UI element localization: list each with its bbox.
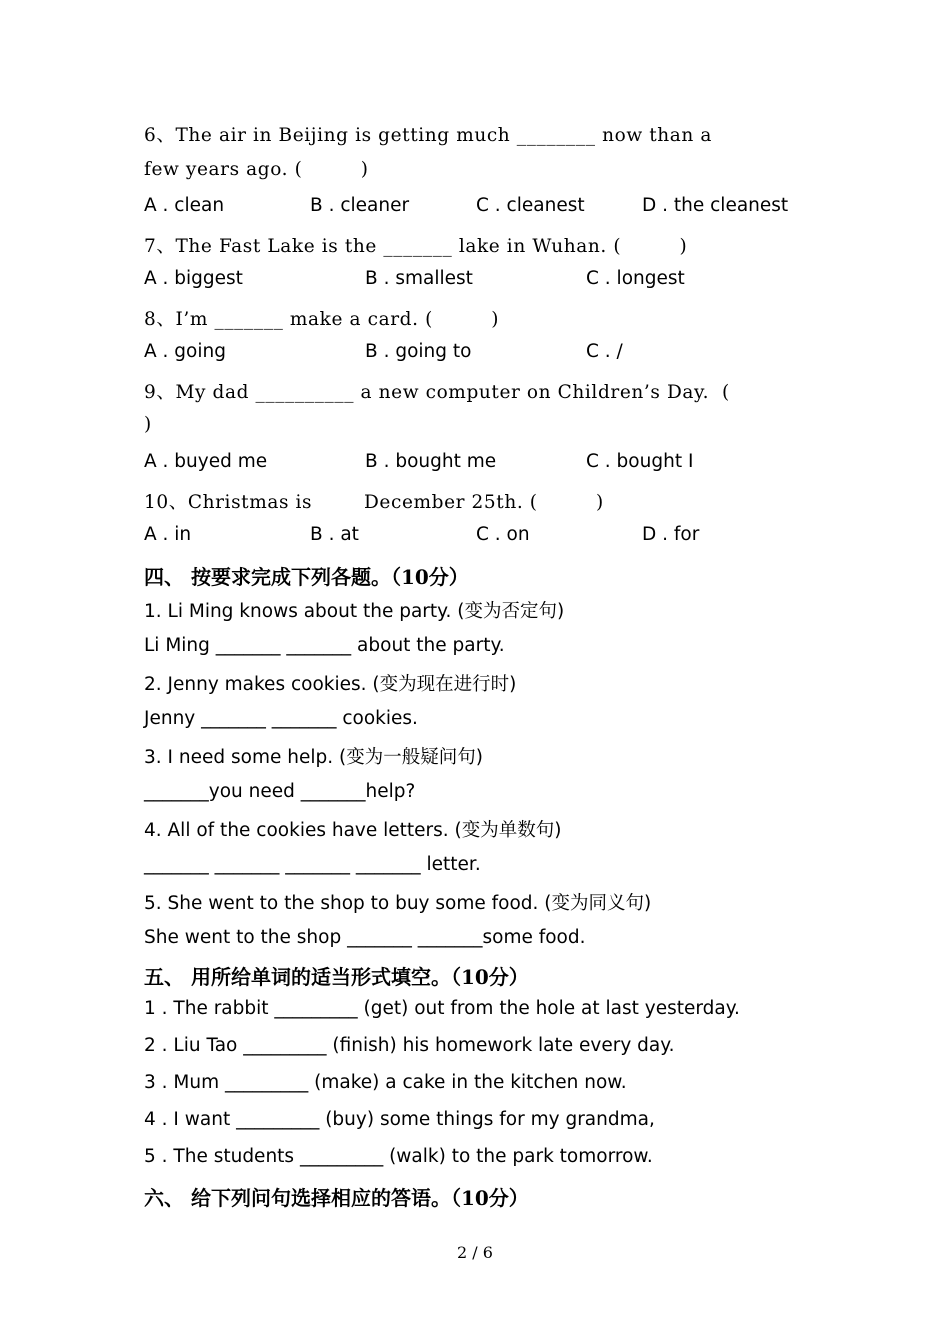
section-4-item-5-prompt: 5. She went to the shop to buy some food. (变为同义句) [144, 893, 652, 914]
section-5-item-4: 4 . I want _________ (buy) some things for my grandma, [144, 1109, 655, 1130]
section-4-item-5-answer: She went to the shop _______ _______some food. [144, 927, 586, 948]
section-6-heading: 六、 给下列问句选择相应的答语。（10分） [144, 1186, 529, 1210]
question-8-option-b: B . going to [365, 341, 472, 362]
section-4-item-3-prompt: 3. I need some help. (变为一般疑问句) [144, 747, 483, 768]
section-5-item-5: 5 . The students _________ (walk) to the park tomorrow. [144, 1146, 653, 1167]
section-5-item-3: 3 . Mum _________ (make) a cake in the kitchen now. [144, 1072, 627, 1093]
section-5-item-2: 2 . Liu Tao _________ (finish) his homework late every day. [144, 1035, 675, 1056]
section-4-item-1-prompt: 1. Li Ming knows about the party. (变为否定句) [144, 601, 565, 622]
question-7-option-c: C . longest [586, 268, 685, 289]
question-10-option-c: C . on [476, 524, 530, 545]
question-9-stem-line2: ) [144, 414, 152, 435]
question-7-stem: 7、The Fast Lake is the _______ lake in Wuhan. ( ) [144, 236, 688, 257]
question-10-option-d: D . for [642, 524, 700, 545]
question-6-option-a: A . clean [144, 195, 225, 216]
section-4-item-4-answer: _______ _______ _______ _______ letter. [144, 854, 481, 875]
question-8-option-a: A . going [144, 341, 226, 362]
question-10-stem: 10、Christmas is December 25th. ( ) [144, 492, 604, 513]
question-8-stem: 8、I’m _______ make a card. ( ) [144, 309, 500, 330]
section-5-heading: 五、 用所给单词的适当形式填空。（10分） [144, 965, 529, 989]
question-10-option-a: A . in [144, 524, 192, 545]
section-5-item-1: 1 . The rabbit _________ (get) out from the hole at last yesterday. [144, 998, 740, 1019]
question-6-option-c: C . cleanest [476, 195, 585, 216]
question-7-option-b: B . smallest [365, 268, 473, 289]
question-7-option-a: A . biggest [144, 268, 243, 289]
question-10-option-b: B . at [310, 524, 359, 545]
section-4-item-2-prompt: 2. Jenny makes cookies. (变为现在进行时) [144, 674, 517, 695]
section-4-item-4-prompt: 4. All of the cookies have letters. (变为单数句) [144, 820, 562, 841]
question-9-option-c: C . bought I [586, 451, 694, 472]
page-number: 2 / 6 [457, 1243, 493, 1262]
section-4-item-1-answer: Li Ming _______ _______ about the party. [144, 635, 505, 656]
question-6-option-d: D . the cleanest [642, 195, 789, 216]
section-4-item-2-answer: Jenny _______ _______ cookies. [144, 708, 418, 729]
question-8-option-c: C . / [586, 341, 623, 362]
question-6-stem-line1: 6、The air in Beijing is getting much ________ now than a [144, 125, 713, 146]
section-4-heading: 四、 按要求完成下列各题。（10分） [144, 565, 469, 589]
question-6-option-b: B . cleaner [310, 195, 410, 216]
question-9-option-b: B . bought me [365, 451, 497, 472]
question-9-option-a: A . buyed me [144, 451, 268, 472]
question-9-stem-line1: 9、My dad __________ a new computer on Children’s Day. ( [144, 382, 730, 403]
section-4-item-3-answer: _______you need _______help? [144, 781, 416, 802]
question-6-stem-line2: few years ago. ( ) [144, 159, 369, 180]
